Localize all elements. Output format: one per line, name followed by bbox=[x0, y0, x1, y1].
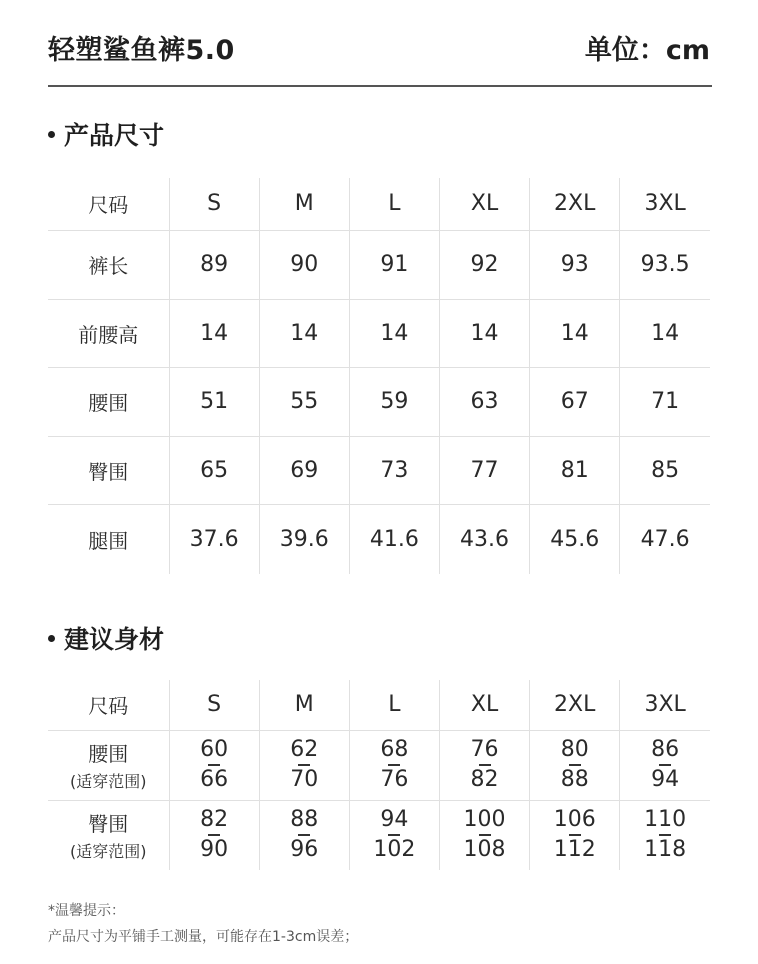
range-cell bbox=[620, 730, 710, 800]
measurement-cell: 67 bbox=[530, 367, 620, 436]
range-max: 70 bbox=[290, 767, 319, 792]
size-header-cell: L bbox=[349, 178, 439, 230]
header bbox=[48, 24, 710, 68]
range-min: 80 bbox=[560, 737, 589, 762]
measurement-cell: 41.6 bbox=[349, 504, 439, 574]
measurement-cell: 89 bbox=[169, 230, 259, 299]
size-header-cell: 3XL bbox=[620, 178, 710, 230]
size-header-cell: S bbox=[169, 680, 259, 730]
measurement-cell: 14 bbox=[259, 299, 349, 367]
range-max: 66 bbox=[200, 767, 229, 792]
table-header-row bbox=[48, 680, 710, 730]
size-header-cell: XL bbox=[439, 680, 529, 730]
range-min: 60 bbox=[200, 737, 229, 762]
measurement-cell: 43.6 bbox=[439, 504, 529, 574]
measurement-cell: 90 bbox=[259, 230, 349, 299]
measurement-cell: 93 bbox=[530, 230, 620, 299]
measurement-cell: 81 bbox=[530, 436, 620, 504]
unit-label: 单位：cm bbox=[584, 35, 710, 66]
range-max: 118 bbox=[644, 837, 687, 863]
range-max: 76 bbox=[380, 767, 409, 792]
row-label: 腿围 bbox=[88, 528, 129, 553]
row-sublabel: (适穿范围) bbox=[70, 772, 147, 791]
row-sublabel: (适穿范围) bbox=[70, 842, 147, 862]
range-max: 96 bbox=[290, 837, 319, 863]
measurement-cell: 91 bbox=[349, 230, 439, 299]
range-cell bbox=[530, 800, 620, 870]
measurement-cell: 92 bbox=[439, 230, 529, 299]
measurement-cell: 14 bbox=[439, 299, 529, 367]
row-label: 前腰高 bbox=[48, 299, 169, 367]
table-row bbox=[48, 436, 710, 504]
range-min: 110 bbox=[644, 807, 687, 833]
range-min: 68 bbox=[380, 737, 409, 762]
measurement-cell: 93.5 bbox=[620, 230, 710, 299]
measurement-cell: 39.6 bbox=[259, 504, 349, 574]
recommended-body-table bbox=[48, 680, 710, 870]
measurement-cell: 14 bbox=[169, 299, 259, 367]
range-min: 88 bbox=[290, 807, 319, 833]
bullet-icon bbox=[48, 131, 55, 138]
tip-label: *温馨提示： bbox=[48, 903, 125, 919]
range-max: 102 bbox=[373, 837, 416, 863]
range-cell bbox=[349, 800, 439, 870]
range-min: 62 bbox=[290, 737, 319, 762]
size-header-label: 尺码 bbox=[48, 680, 169, 730]
row-label: 臀围 bbox=[88, 812, 129, 837]
bullet-icon bbox=[48, 635, 55, 642]
range-cell bbox=[169, 800, 259, 870]
range-min: 106 bbox=[553, 807, 596, 833]
table-row bbox=[48, 230, 710, 299]
range-min: 82 bbox=[200, 807, 229, 833]
measurement-cell: 65 bbox=[169, 436, 259, 504]
range-cell bbox=[439, 800, 529, 870]
header-divider bbox=[48, 85, 712, 87]
measurement-cell: 63 bbox=[439, 367, 529, 436]
range-cell bbox=[439, 730, 529, 800]
size-header-cell: 2XL bbox=[530, 178, 620, 230]
row-label: 臀围 bbox=[48, 436, 169, 504]
range-max: 82 bbox=[470, 767, 499, 792]
measurement-cell: 71 bbox=[620, 367, 710, 436]
measurement-cell: 73 bbox=[349, 436, 439, 504]
size-header-cell: M bbox=[259, 178, 349, 230]
row-label: 裤长 bbox=[48, 230, 169, 299]
section-product-size-title: 产品尺寸 bbox=[64, 121, 165, 150]
measurement-cell: 51 bbox=[169, 367, 259, 436]
product-size-table bbox=[48, 178, 710, 574]
measurement-cell: 47.6 bbox=[620, 504, 710, 574]
measurement-cell: 55 bbox=[259, 367, 349, 436]
measurement-cell: 77 bbox=[439, 436, 529, 504]
tip-text: 产品尺寸为平铺手工测量，可能存在1-3cm误差； bbox=[48, 929, 359, 945]
range-cell bbox=[169, 730, 259, 800]
table-row bbox=[48, 504, 710, 574]
range-min: 86 bbox=[651, 737, 680, 762]
size-header-label: 尺码 bbox=[48, 178, 169, 230]
range-cell bbox=[259, 730, 349, 800]
range-max: 112 bbox=[553, 837, 596, 863]
range-max: 108 bbox=[463, 837, 506, 863]
range-cell bbox=[259, 800, 349, 870]
range-min: 94 bbox=[380, 807, 409, 833]
row-label-cell bbox=[48, 800, 169, 870]
size-header-cell: M bbox=[259, 680, 349, 730]
table-row bbox=[48, 730, 710, 800]
size-header-cell: XL bbox=[439, 178, 529, 230]
measurement-cell: 59 bbox=[349, 367, 439, 436]
range-cell bbox=[530, 730, 620, 800]
product-title: 轻塑鲨鱼裤5.0 bbox=[48, 35, 235, 66]
size-header-cell: 3XL bbox=[620, 680, 710, 730]
row-label: 腰围 bbox=[88, 742, 129, 766]
measurement-cell: 69 bbox=[259, 436, 349, 504]
section-recommended-body-title: 建议身材 bbox=[64, 625, 165, 654]
section-product-size bbox=[48, 116, 164, 152]
range-max: 94 bbox=[651, 767, 680, 792]
range-min: 100 bbox=[463, 807, 506, 833]
table-row bbox=[48, 367, 710, 436]
size-header-cell: 2XL bbox=[530, 680, 620, 730]
measurement-cell: 14 bbox=[620, 299, 710, 367]
measurement-cell: 37.6 bbox=[169, 504, 259, 574]
row-label: 腰围 bbox=[48, 367, 169, 436]
section-recommended-body bbox=[48, 620, 164, 656]
measurement-cell: 85 bbox=[620, 436, 710, 504]
range-max: 90 bbox=[200, 837, 229, 863]
size-header-cell: S bbox=[169, 178, 259, 230]
measurement-cell: 14 bbox=[349, 299, 439, 367]
table-header-row bbox=[48, 178, 710, 230]
range-cell bbox=[349, 730, 439, 800]
range-min: 76 bbox=[470, 737, 499, 762]
table-row bbox=[48, 299, 710, 367]
measurement-cell: 14 bbox=[530, 299, 620, 367]
row-label-cell bbox=[48, 730, 169, 800]
size-header-cell: L bbox=[349, 680, 439, 730]
measurement-cell: 45.6 bbox=[530, 504, 620, 574]
table-row bbox=[48, 800, 710, 870]
range-cell bbox=[620, 800, 710, 870]
range-max: 88 bbox=[560, 767, 589, 792]
